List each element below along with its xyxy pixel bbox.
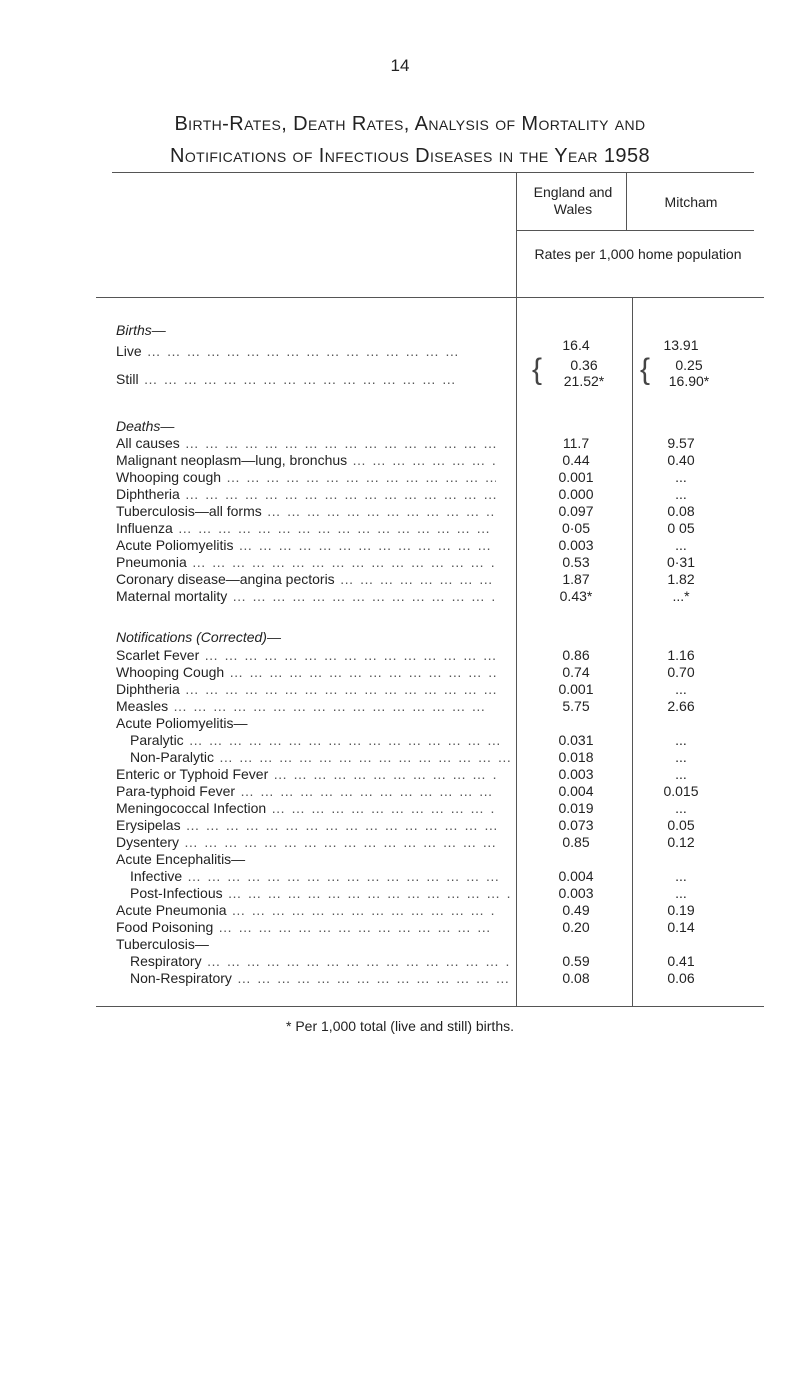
table-row (0, 468, 800, 486)
table-row (0, 867, 800, 885)
mitcham-value: 0.40 (667, 452, 695, 468)
row-label: Dysentery … … … … … … … … … … … … … … … … (116, 833, 496, 851)
england-wales-value: 0.53 (562, 554, 590, 570)
row-label: Whooping cough … … … … … … … … … … … … … … … … (116, 468, 496, 486)
group-label: Acute Encephalitis— (116, 851, 246, 867)
header-mitcham: Mitcham (664, 194, 718, 210)
row-label: Malignant neoplasm—lung, bronchus … … … … … … … … … … … … … … … … (116, 451, 496, 469)
table-row (0, 451, 800, 469)
table-row (0, 799, 800, 817)
mitcham-value: 0.25 (675, 357, 703, 373)
row-label: Tuberculosis—all forms … … … … … … … … … … … … … … … … (116, 502, 496, 520)
england-wales-value: 16.4 (562, 337, 590, 353)
row-label: Measles … … … … … … … … … … … … … … … … (116, 697, 496, 715)
row-label: Meningococcal Infection … … … … … … … … … … … … … … … … (116, 799, 496, 817)
table-row (0, 680, 800, 698)
table-row (0, 731, 800, 749)
table-row (0, 646, 800, 664)
group-label: Tuberculosis— (116, 936, 209, 952)
row-label: Whooping Cough … … … … … … … … … … … … … … … … (116, 663, 496, 681)
england-wales-value: 0.097 (558, 503, 594, 519)
row-label: Still … … … … … … … … … … … … … … … … (116, 370, 496, 388)
row-label: Diphtheria … … … … … … … … … … … … … … … … (116, 680, 496, 698)
table-row (0, 697, 800, 715)
england-wales-value: 1.87 (562, 571, 590, 587)
england-wales-value: 0.001 (558, 681, 594, 697)
mitcham-value: 0.19 (667, 902, 695, 918)
row-label: All causes … … … … … … … … … … … … … … … … (116, 434, 496, 452)
table-row (0, 663, 800, 681)
subheader-rule (516, 230, 754, 231)
row-label: Maternal mortality … … … … … … … … … … … … … … … … (116, 587, 496, 605)
row-label: Coronary disease—angina pectoris … … … … … … … … … … … … … … … … (116, 570, 496, 588)
table-row (0, 850, 800, 868)
table-row (0, 816, 800, 834)
table-row (0, 485, 800, 503)
mitcham-value: ...* (672, 588, 690, 604)
england-wales-value: 0.018 (558, 749, 594, 765)
group-label: Acute Poliomyelitis— (116, 715, 248, 731)
footnote: * Per 1,000 total (live and still) births. (286, 1018, 514, 1034)
row-label: Acute Poliomyelitis … … … … … … … … … … … … … … … … (116, 536, 496, 554)
births-heading: Births— (116, 322, 166, 338)
row-label: Influenza … … … … … … … … … … … … … … … … (116, 519, 496, 537)
mitcham-value: ... (675, 868, 687, 884)
deaths-heading: Deaths— (116, 418, 175, 434)
england-wales-value: 5.75 (562, 698, 590, 714)
title-line-1: Birth-Rates, Death Rates, Analysis of Mortality and (174, 113, 646, 135)
england-wales-value: 0.004 (558, 783, 594, 799)
mitcham-value: 2.66 (667, 698, 695, 714)
table-row (0, 969, 800, 987)
mitcham-value: 9.57 (667, 435, 695, 451)
mitcham-value: 16.90* (668, 373, 710, 389)
row-label: Acute Pneumonia … … … … … … … … … … … … … … … … (116, 901, 496, 919)
mitcham-value: 13.91 (663, 337, 699, 353)
brace-england-wales: { (532, 353, 543, 386)
row-label: Para-typhoid Fever … … … … … … … … … … … … … … … … (116, 782, 496, 800)
row-label: Erysipelas … … … … … … … … … … … … … … … … (116, 816, 496, 834)
mitcham-value: ... (675, 469, 687, 485)
table-row (0, 918, 800, 936)
row-label: Respiratory … … … … … … … … … … … … … … … … (130, 952, 510, 970)
england-wales-value: 0.44 (562, 452, 590, 468)
mitcham-value: 0 05 (667, 520, 695, 536)
england-wales-value: 0.08 (562, 970, 590, 986)
header-bottom-rule (96, 297, 764, 298)
mitcham-value: 0.12 (667, 834, 695, 850)
row-label: Non-Paralytic … … … … … … … … … … … … … … … … (130, 748, 510, 766)
table-row (0, 765, 800, 783)
mitcham-value: ... (675, 681, 687, 697)
england-wales-value: 0.003 (558, 537, 594, 553)
england-wales-value: 0.36 (570, 357, 598, 373)
england-wales-value: 0.000 (558, 486, 594, 502)
table-row (0, 553, 800, 571)
table-row (0, 833, 800, 851)
england-wales-value: 0.59 (562, 953, 590, 969)
row-label: Paralytic … … … … … … … … … … … … … … … … (130, 731, 510, 749)
england-wales-value: 0.001 (558, 469, 594, 485)
england-wales-value: 0·05 (561, 520, 591, 536)
header-england-wales: England and Wales (533, 184, 613, 217)
mitcham-value: 0·31 (666, 554, 696, 570)
column-divider-header (626, 172, 627, 230)
row-label: Enteric or Typhoid Fever … … … … … … … … … … … … … … … … (116, 765, 496, 783)
england-wales-value: 0.003 (558, 766, 594, 782)
row-label: Food Poisoning … … … … … … … … … … … … … … … … (116, 918, 496, 936)
england-wales-value: 0.43* (559, 588, 593, 604)
table-row (0, 536, 800, 554)
england-wales-value: 0.85 (562, 834, 590, 850)
mitcham-value: ... (675, 537, 687, 553)
table-row (0, 519, 800, 537)
mitcham-value: 0.08 (667, 503, 695, 519)
england-wales-value: 11.7 (562, 435, 590, 451)
row-label: Pneumonia … … … … … … … … … … … … … … … … (116, 553, 496, 571)
england-wales-value: 0.073 (558, 817, 594, 833)
england-wales-value: 0.20 (562, 919, 590, 935)
row-label: Scarlet Fever … … … … … … … … … … … … … … … … (116, 646, 496, 664)
table-bottom-rule (96, 1006, 764, 1007)
england-wales-value: 0.031 (558, 732, 594, 748)
row-label: Live … … … … … … … … … … … … … … … … (116, 342, 496, 360)
row-label: Non-Respiratory … … … … … … … … … … … … … … … … (130, 969, 510, 987)
mitcham-value: ... (675, 749, 687, 765)
mitcham-value: 0.70 (667, 664, 695, 680)
table-row (0, 901, 800, 919)
england-wales-value: 0.86 (562, 647, 590, 663)
notifications-heading: Notifications (Corrected)— (116, 629, 281, 645)
mitcham-value: 0.05 (667, 817, 695, 833)
table-row (0, 782, 800, 800)
mitcham-value: ... (675, 486, 687, 502)
england-wales-value: 0.019 (558, 800, 594, 816)
row-label: Post-Infectious … … … … … … … … … … … … … … … … (130, 884, 510, 902)
table-row (0, 434, 800, 452)
table-row (0, 570, 800, 588)
mitcham-value: 0.14 (667, 919, 695, 935)
england-wales-value: 0.49 (562, 902, 590, 918)
mitcham-value: 0.015 (663, 783, 699, 799)
title-line-2: Notifications of Infectious Diseases in the Year 1958 (169, 145, 650, 167)
mitcham-value: ... (675, 732, 687, 748)
mitcham-value: 0.41 (667, 953, 695, 969)
table-row (0, 372, 800, 390)
row-label: Infective … … … … … … … … … … … … … … … … (130, 867, 510, 885)
table-row (0, 935, 800, 953)
mitcham-value: 1.82 (667, 571, 695, 587)
page-number: 14 (390, 56, 410, 75)
table-row (0, 714, 800, 732)
row-label: Diphtheria … … … … … … … … … … … … … … … … (116, 485, 496, 503)
mitcham-value: ... (675, 800, 687, 816)
england-wales-value: 21.52* (563, 373, 605, 389)
mitcham-value: 0.06 (667, 970, 695, 986)
england-wales-value: 0.003 (558, 885, 594, 901)
table-row (0, 587, 800, 605)
mitcham-value: ... (675, 885, 687, 901)
mitcham-value: ... (675, 766, 687, 782)
england-wales-value: 0.004 (558, 868, 594, 884)
table-top-rule (112, 172, 754, 173)
england-wales-value: 0.74 (562, 664, 590, 680)
table-row (0, 952, 800, 970)
table-row (0, 502, 800, 520)
page-title (60, 108, 760, 172)
header-rates: Rates per 1,000 home population (534, 246, 742, 262)
mitcham-value: 1.16 (667, 647, 695, 663)
brace-mitcham: { (640, 353, 651, 386)
table-row (0, 884, 800, 902)
table-row (0, 748, 800, 766)
